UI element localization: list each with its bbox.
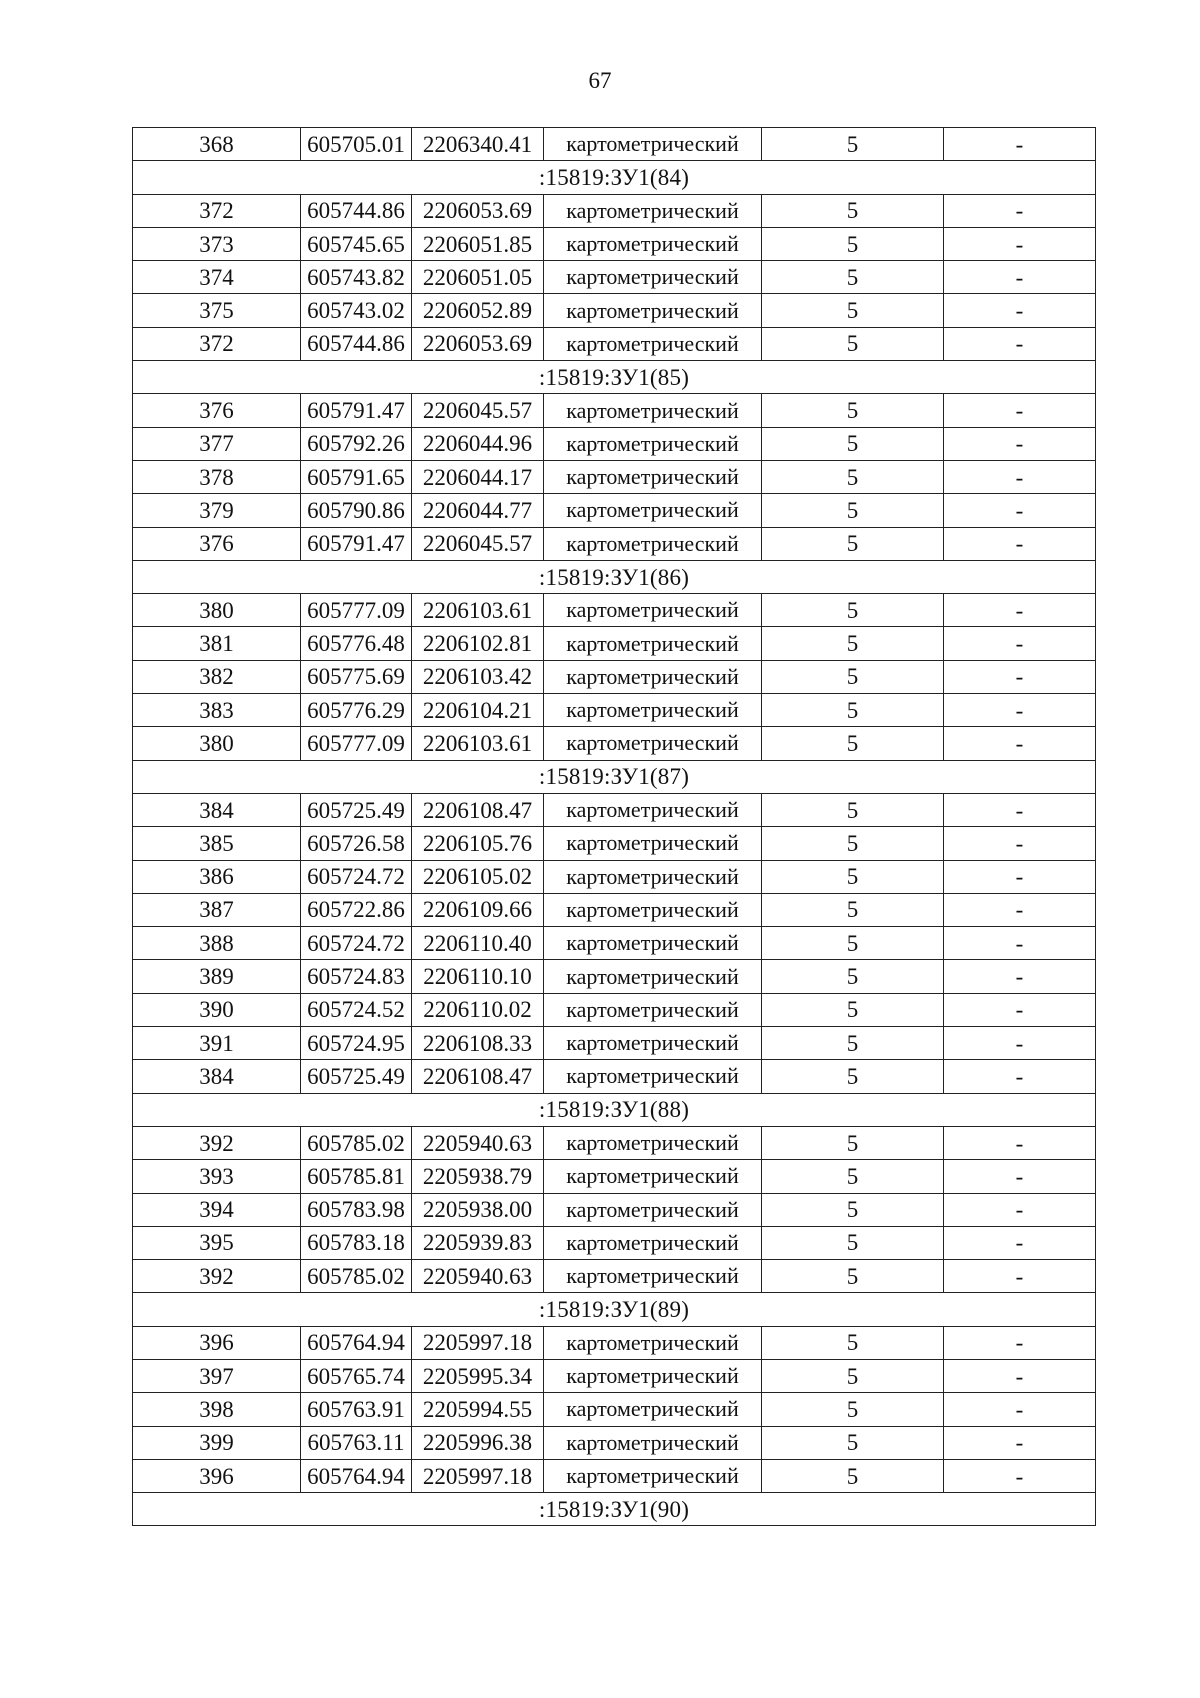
point-number-cell: 392 <box>133 1260 301 1293</box>
method-cell: картометрический <box>544 993 762 1026</box>
page-number: 67 <box>588 68 612 93</box>
y-coordinate-cell: 2206044.77 <box>412 494 544 527</box>
method-cell: картометрический <box>544 327 762 360</box>
point-number-cell: 376 <box>133 527 301 560</box>
section-header-row <box>133 560 1096 593</box>
table-row <box>133 294 1096 327</box>
table-row <box>133 927 1096 960</box>
table-row <box>133 1193 1096 1226</box>
y-coordinate-cell: 2206102.81 <box>412 627 544 660</box>
section-header-row <box>133 1293 1096 1326</box>
accuracy-cell: 5 <box>762 394 944 427</box>
y-coordinate-cell: 2206051.85 <box>412 227 544 260</box>
description-cell: - <box>944 1426 1096 1459</box>
method-cell: картометрический <box>544 627 762 660</box>
accuracy-cell: 5 <box>762 927 944 960</box>
method-cell: картометрический <box>544 128 762 161</box>
point-number-cell: 384 <box>133 793 301 826</box>
point-number-cell: 377 <box>133 427 301 460</box>
method-cell: картометрический <box>544 1260 762 1293</box>
point-number-cell: 399 <box>133 1426 301 1459</box>
description-cell: - <box>944 694 1096 727</box>
x-coordinate-cell: 605724.52 <box>301 993 412 1026</box>
description-cell: - <box>944 394 1096 427</box>
table-row <box>133 1260 1096 1293</box>
table-row <box>133 860 1096 893</box>
method-cell: картометрический <box>544 1326 762 1359</box>
method-cell: картометрический <box>544 1426 762 1459</box>
y-coordinate-cell: 2205995.34 <box>412 1359 544 1392</box>
section-header-row <box>133 1093 1096 1126</box>
y-coordinate-cell: 2206108.47 <box>412 1060 544 1093</box>
x-coordinate-cell: 605765.74 <box>301 1359 412 1392</box>
table-row <box>133 227 1096 260</box>
accuracy-cell: 5 <box>762 527 944 560</box>
accuracy-cell: 5 <box>762 627 944 660</box>
accuracy-cell: 5 <box>762 960 944 993</box>
point-number-cell: 372 <box>133 327 301 360</box>
x-coordinate-cell: 605764.94 <box>301 1459 412 1492</box>
accuracy-cell: 5 <box>762 1426 944 1459</box>
point-number-cell: 376 <box>133 394 301 427</box>
point-number-cell: 387 <box>133 893 301 926</box>
method-cell: картометрический <box>544 727 762 760</box>
accuracy-cell: 5 <box>762 1260 944 1293</box>
description-cell: - <box>944 793 1096 826</box>
x-coordinate-cell: 605725.49 <box>301 1060 412 1093</box>
method-cell: картометрический <box>544 294 762 327</box>
method-cell: картометрический <box>544 527 762 560</box>
point-number-cell: 391 <box>133 1027 301 1060</box>
description-cell: - <box>944 1027 1096 1060</box>
x-coordinate-cell: 605744.86 <box>301 194 412 227</box>
method-cell: картометрический <box>544 460 762 493</box>
table-row <box>133 893 1096 926</box>
point-number-cell: 386 <box>133 860 301 893</box>
description-cell: - <box>944 827 1096 860</box>
table-row <box>133 1160 1096 1193</box>
method-cell: картометрический <box>544 1393 762 1426</box>
point-number-cell: 389 <box>133 960 301 993</box>
table-row <box>133 1326 1096 1359</box>
point-number-cell: 385 <box>133 827 301 860</box>
description-cell: - <box>944 261 1096 294</box>
x-coordinate-cell: 605776.48 <box>301 627 412 660</box>
y-coordinate-cell: 2206104.21 <box>412 694 544 727</box>
x-coordinate-cell: 605764.94 <box>301 1326 412 1359</box>
method-cell: картометрический <box>544 660 762 693</box>
accuracy-cell: 5 <box>762 1359 944 1392</box>
x-coordinate-cell: 605743.02 <box>301 294 412 327</box>
y-coordinate-cell: 2206108.47 <box>412 793 544 826</box>
y-coordinate-cell: 2205938.79 <box>412 1160 544 1193</box>
table-row <box>133 194 1096 227</box>
method-cell: картометрический <box>544 1226 762 1259</box>
y-coordinate-cell: 2205940.63 <box>412 1260 544 1293</box>
method-cell: картометрический <box>544 960 762 993</box>
method-cell: картометрический <box>544 1126 762 1159</box>
y-coordinate-cell: 2205994.55 <box>412 1393 544 1426</box>
point-number-cell: 374 <box>133 261 301 294</box>
x-coordinate-cell: 605785.02 <box>301 1126 412 1159</box>
method-cell: картометрический <box>544 194 762 227</box>
accuracy-cell: 5 <box>762 128 944 161</box>
description-cell: - <box>944 494 1096 527</box>
method-cell: картометрический <box>544 1459 762 1492</box>
table-row <box>133 1459 1096 1492</box>
description-cell: - <box>944 227 1096 260</box>
accuracy-cell: 5 <box>762 1393 944 1426</box>
x-coordinate-cell: 605791.47 <box>301 527 412 560</box>
method-cell: картометрический <box>544 827 762 860</box>
y-coordinate-cell: 2206110.10 <box>412 960 544 993</box>
description-cell: - <box>944 727 1096 760</box>
section-header-row <box>133 361 1096 394</box>
x-coordinate-cell: 605744.86 <box>301 327 412 360</box>
description-cell: - <box>944 1260 1096 1293</box>
x-coordinate-cell: 605724.72 <box>301 860 412 893</box>
y-coordinate-cell: 2205996.38 <box>412 1426 544 1459</box>
description-cell: - <box>944 1326 1096 1359</box>
x-coordinate-cell: 605724.95 <box>301 1027 412 1060</box>
point-number-cell: 380 <box>133 594 301 627</box>
accuracy-cell: 5 <box>762 194 944 227</box>
accuracy-cell: 5 <box>762 860 944 893</box>
y-coordinate-cell: 2206053.69 <box>412 194 544 227</box>
method-cell: картометрический <box>544 1193 762 1226</box>
x-coordinate-cell: 605775.69 <box>301 660 412 693</box>
coordinates-table <box>132 127 1096 1526</box>
y-coordinate-cell: 2206053.69 <box>412 327 544 360</box>
y-coordinate-cell: 2206103.42 <box>412 660 544 693</box>
description-cell: - <box>944 993 1096 1026</box>
description-cell: - <box>944 960 1096 993</box>
point-number-cell: 379 <box>133 494 301 527</box>
method-cell: картометрический <box>544 227 762 260</box>
point-number-cell: 373 <box>133 227 301 260</box>
method-cell: картометрический <box>544 1160 762 1193</box>
point-number-cell: 392 <box>133 1126 301 1159</box>
x-coordinate-cell: 605785.02 <box>301 1260 412 1293</box>
table-row <box>133 427 1096 460</box>
x-coordinate-cell: 605785.81 <box>301 1160 412 1193</box>
point-number-cell: 394 <box>133 1193 301 1226</box>
table-row <box>133 327 1096 360</box>
table-row <box>133 960 1096 993</box>
description-cell: - <box>944 660 1096 693</box>
accuracy-cell: 5 <box>762 893 944 926</box>
description-cell: - <box>944 1459 1096 1492</box>
accuracy-cell: 5 <box>762 1226 944 1259</box>
x-coordinate-cell: 605783.98 <box>301 1193 412 1226</box>
method-cell: картометрический <box>544 927 762 960</box>
accuracy-cell: 5 <box>762 1459 944 1492</box>
point-number-cell: 378 <box>133 460 301 493</box>
point-number-cell: 390 <box>133 993 301 1026</box>
x-coordinate-cell: 605790.86 <box>301 494 412 527</box>
land-plot-label: :15819:ЗУ1(90) <box>133 1493 1096 1526</box>
x-coordinate-cell: 605743.82 <box>301 261 412 294</box>
description-cell: - <box>944 1160 1096 1193</box>
accuracy-cell: 5 <box>762 1326 944 1359</box>
table-row <box>133 1126 1096 1159</box>
y-coordinate-cell: 2206108.33 <box>412 1027 544 1060</box>
table-row <box>133 261 1096 294</box>
accuracy-cell: 5 <box>762 294 944 327</box>
description-cell: - <box>944 327 1096 360</box>
description-cell: - <box>944 460 1096 493</box>
land-plot-label: :15819:ЗУ1(85) <box>133 361 1096 394</box>
table-row <box>133 1060 1096 1093</box>
description-cell: - <box>944 594 1096 627</box>
table-row <box>133 1226 1096 1259</box>
accuracy-cell: 5 <box>762 1160 944 1193</box>
y-coordinate-cell: 2206340.41 <box>412 128 544 161</box>
table-row <box>133 793 1096 826</box>
x-coordinate-cell: 605776.29 <box>301 694 412 727</box>
accuracy-cell: 5 <box>762 993 944 1026</box>
table-row <box>133 1426 1096 1459</box>
table-row <box>133 460 1096 493</box>
description-cell: - <box>944 860 1096 893</box>
point-number-cell: 382 <box>133 660 301 693</box>
section-header-row <box>133 1493 1096 1526</box>
table-row <box>133 394 1096 427</box>
section-header-row <box>133 161 1096 194</box>
land-plot-label: :15819:ЗУ1(87) <box>133 760 1096 793</box>
point-number-cell: 396 <box>133 1459 301 1492</box>
description-cell: - <box>944 1359 1096 1392</box>
y-coordinate-cell: 2206110.40 <box>412 927 544 960</box>
accuracy-cell: 5 <box>762 827 944 860</box>
accuracy-cell: 5 <box>762 793 944 826</box>
y-coordinate-cell: 2206109.66 <box>412 893 544 926</box>
y-coordinate-cell: 2206044.17 <box>412 460 544 493</box>
accuracy-cell: 5 <box>762 261 944 294</box>
method-cell: картометрический <box>544 261 762 294</box>
y-coordinate-cell: 2206051.05 <box>412 261 544 294</box>
coordinates-table-body <box>133 128 1096 1526</box>
point-number-cell: 372 <box>133 194 301 227</box>
description-cell: - <box>944 194 1096 227</box>
table-row <box>133 993 1096 1026</box>
y-coordinate-cell: 2205938.00 <box>412 1193 544 1226</box>
method-cell: картометрический <box>544 594 762 627</box>
y-coordinate-cell: 2206044.96 <box>412 427 544 460</box>
point-number-cell: 383 <box>133 694 301 727</box>
table-row <box>133 1359 1096 1392</box>
method-cell: картометрический <box>544 793 762 826</box>
point-number-cell: 381 <box>133 627 301 660</box>
point-number-cell: 395 <box>133 1226 301 1259</box>
x-coordinate-cell: 605724.72 <box>301 927 412 960</box>
y-coordinate-cell: 2206105.76 <box>412 827 544 860</box>
method-cell: картометрический <box>544 694 762 727</box>
method-cell: картометрический <box>544 1060 762 1093</box>
y-coordinate-cell: 2206110.02 <box>412 993 544 1026</box>
x-coordinate-cell: 605777.09 <box>301 594 412 627</box>
description-cell: - <box>944 527 1096 560</box>
table-row <box>133 1027 1096 1060</box>
description-cell: - <box>944 1126 1096 1159</box>
accuracy-cell: 5 <box>762 327 944 360</box>
x-coordinate-cell: 605705.01 <box>301 128 412 161</box>
accuracy-cell: 5 <box>762 427 944 460</box>
method-cell: картометрический <box>544 394 762 427</box>
x-coordinate-cell: 605763.11 <box>301 1426 412 1459</box>
description-cell: - <box>944 927 1096 960</box>
description-cell: - <box>944 1226 1096 1259</box>
point-number-cell: 375 <box>133 294 301 327</box>
description-cell: - <box>944 1060 1096 1093</box>
x-coordinate-cell: 605791.65 <box>301 460 412 493</box>
accuracy-cell: 5 <box>762 660 944 693</box>
point-number-cell: 380 <box>133 727 301 760</box>
x-coordinate-cell: 605745.65 <box>301 227 412 260</box>
land-plot-label: :15819:ЗУ1(84) <box>133 161 1096 194</box>
description-cell: - <box>944 128 1096 161</box>
table-row <box>133 594 1096 627</box>
method-cell: картометрический <box>544 893 762 926</box>
y-coordinate-cell: 2205940.63 <box>412 1126 544 1159</box>
method-cell: картометрический <box>544 1359 762 1392</box>
x-coordinate-cell: 605792.26 <box>301 427 412 460</box>
y-coordinate-cell: 2206103.61 <box>412 727 544 760</box>
x-coordinate-cell: 605777.09 <box>301 727 412 760</box>
table-row <box>133 660 1096 693</box>
method-cell: картометрический <box>544 427 762 460</box>
method-cell: картометрический <box>544 494 762 527</box>
point-number-cell: 398 <box>133 1393 301 1426</box>
accuracy-cell: 5 <box>762 460 944 493</box>
table-row <box>133 494 1096 527</box>
land-plot-label: :15819:ЗУ1(86) <box>133 560 1096 593</box>
table-row <box>133 694 1096 727</box>
accuracy-cell: 5 <box>762 1060 944 1093</box>
description-cell: - <box>944 1193 1096 1226</box>
accuracy-cell: 5 <box>762 694 944 727</box>
y-coordinate-cell: 2206103.61 <box>412 594 544 627</box>
y-coordinate-cell: 2205997.18 <box>412 1326 544 1359</box>
description-cell: - <box>944 627 1096 660</box>
x-coordinate-cell: 605763.91 <box>301 1393 412 1426</box>
table-row <box>133 1393 1096 1426</box>
y-coordinate-cell: 2205939.83 <box>412 1226 544 1259</box>
section-header-row <box>133 760 1096 793</box>
accuracy-cell: 5 <box>762 727 944 760</box>
accuracy-cell: 5 <box>762 494 944 527</box>
accuracy-cell: 5 <box>762 1126 944 1159</box>
x-coordinate-cell: 605726.58 <box>301 827 412 860</box>
method-cell: картометрический <box>544 1027 762 1060</box>
accuracy-cell: 5 <box>762 1027 944 1060</box>
point-number-cell: 396 <box>133 1326 301 1359</box>
description-cell: - <box>944 294 1096 327</box>
land-plot-label: :15819:ЗУ1(88) <box>133 1093 1096 1126</box>
method-cell: картометрический <box>544 860 762 893</box>
land-plot-label: :15819:ЗУ1(89) <box>133 1293 1096 1326</box>
point-number-cell: 388 <box>133 927 301 960</box>
point-number-cell: 384 <box>133 1060 301 1093</box>
point-number-cell: 393 <box>133 1160 301 1193</box>
x-coordinate-cell: 605783.18 <box>301 1226 412 1259</box>
y-coordinate-cell: 2206045.57 <box>412 527 544 560</box>
table-row <box>133 827 1096 860</box>
table-row <box>133 128 1096 161</box>
accuracy-cell: 5 <box>762 227 944 260</box>
y-coordinate-cell: 2205997.18 <box>412 1459 544 1492</box>
accuracy-cell: 5 <box>762 594 944 627</box>
point-number-cell: 397 <box>133 1359 301 1392</box>
x-coordinate-cell: 605722.86 <box>301 893 412 926</box>
description-cell: - <box>944 893 1096 926</box>
x-coordinate-cell: 605724.83 <box>301 960 412 993</box>
y-coordinate-cell: 2206052.89 <box>412 294 544 327</box>
table-row <box>133 727 1096 760</box>
description-cell: - <box>944 427 1096 460</box>
description-cell: - <box>944 1393 1096 1426</box>
table-row <box>133 527 1096 560</box>
point-number-cell: 368 <box>133 128 301 161</box>
y-coordinate-cell: 2206045.57 <box>412 394 544 427</box>
accuracy-cell: 5 <box>762 1193 944 1226</box>
x-coordinate-cell: 605791.47 <box>301 394 412 427</box>
table-row <box>133 627 1096 660</box>
y-coordinate-cell: 2206105.02 <box>412 860 544 893</box>
x-coordinate-cell: 605725.49 <box>301 793 412 826</box>
